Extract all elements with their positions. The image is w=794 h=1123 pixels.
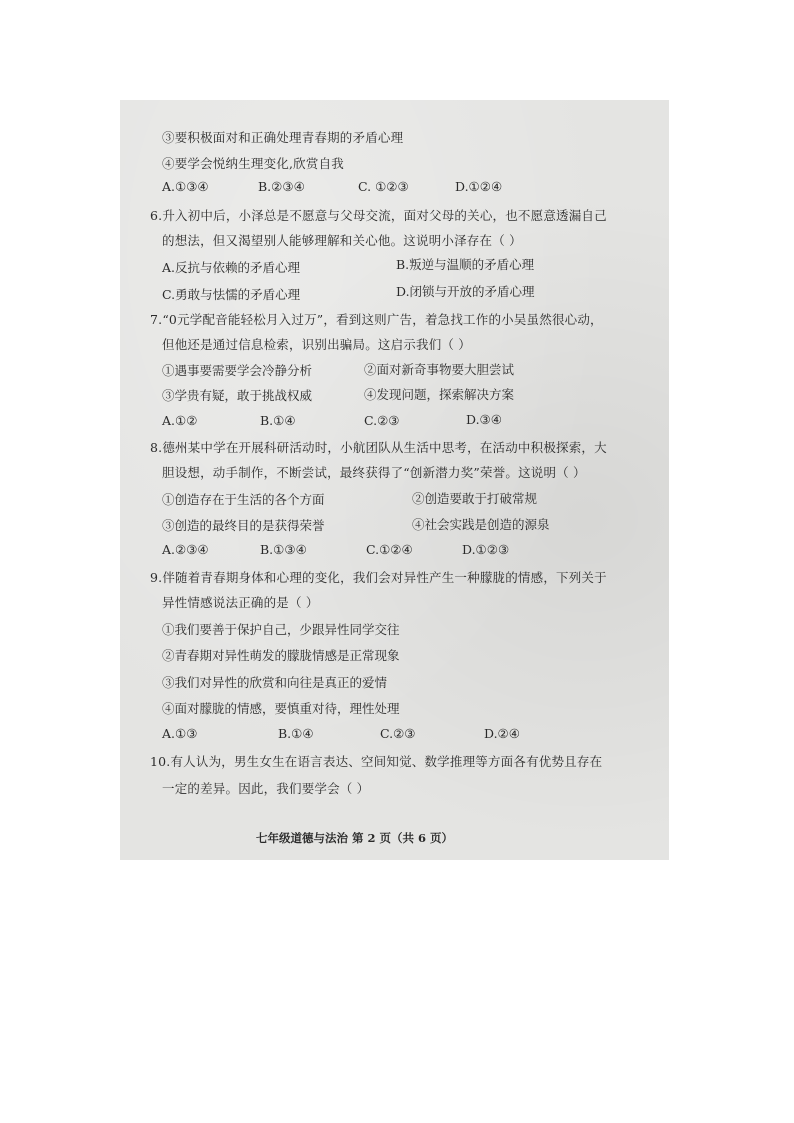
exam-page-photo bbox=[120, 100, 669, 860]
q8-statement-3: ③创造的最终目的是获得荣誉 bbox=[162, 518, 325, 533]
q8-option-a: A.②③④ bbox=[162, 542, 209, 557]
q9-option-b: B.①④ bbox=[278, 726, 314, 741]
q8-stem-line-2: 胆设想，动手制作，不断尝试，最终获得了“创新潜力奖”荣誉。这说明（ ） bbox=[162, 465, 586, 480]
q7-option-d: D.③④ bbox=[466, 412, 502, 427]
q10-stem-line-2: 一定的差异。因此，我们要学会（ ） bbox=[162, 781, 370, 796]
q7-statement-3: ③学贵有疑，敢于挑战权威 bbox=[162, 388, 313, 403]
q7-option-b: B.①④ bbox=[260, 413, 296, 428]
q6-stem-line-2: 的想法，但又渴望别人能够理解和关心他。这说明小泽存在（ ） bbox=[162, 233, 522, 248]
page-footer: 七年级道德与法治 第 2 页（共 6 页） bbox=[256, 831, 454, 845]
q8-statement-4: ④社会实践是创造的源泉 bbox=[412, 517, 550, 532]
q9-option-a: A.①③ bbox=[162, 726, 198, 741]
q9-statement-4: ④面对朦胧的情感，要慎重对待，理性处理 bbox=[162, 701, 400, 716]
q7-statement-1: ①遇事要需要学会冷静分析 bbox=[162, 363, 313, 378]
q7-option-a: A.①② bbox=[162, 413, 198, 428]
q7-statement-2: ②面对新奇事物要大胆尝试 bbox=[364, 362, 515, 377]
q6-option-b: B.叛逆与温顺的矛盾心理 bbox=[396, 257, 535, 272]
q5-option-a: A.①③④ bbox=[162, 179, 209, 194]
q7-stem-line-1: 7.“0元学配音能轻松月入过万”，看到这则广告，着急找工作的小吴虽然很心动， bbox=[150, 312, 603, 327]
q5-option-c: C. ①②③ bbox=[358, 179, 409, 194]
q9-statement-1: ①我们要善于保护自己，少跟异性同学交往 bbox=[162, 622, 400, 637]
q10-stem-line-1: 10.有人认为，男生女生在语言表达、空间知觉、数学推理等方面各有优势且存在 bbox=[150, 754, 603, 769]
q5-statement-3: ③要积极面对和正确处理青春期的矛盾心理 bbox=[162, 130, 404, 145]
q8-stem-line-1: 8.德州某中学在开展科研活动时，小航团队从生活中思考，在活动中积极探索，大 bbox=[150, 440, 607, 455]
q9-stem-line-2: 异性情感说法正确的是（ ） bbox=[162, 595, 319, 610]
q9-option-c: C.②③ bbox=[380, 726, 416, 741]
q5-option-b: B.②③④ bbox=[258, 179, 305, 194]
q6-stem-line-1: 6.升入初中后，小泽总是不愿意与父母交流，面对父母的关心，也不愿意透漏自己 bbox=[150, 208, 607, 223]
q6-option-a: A.反抗与依赖的矛盾心理 bbox=[162, 260, 301, 275]
q5-statement-4: ④要学会悦纳生理变化,欣赏自我 bbox=[162, 156, 344, 171]
q9-option-d: D.②④ bbox=[484, 726, 520, 741]
q7-statement-4: ④发现问题，探索解决方案 bbox=[364, 387, 515, 402]
q8-statement-2: ②创造要敢于打破常规 bbox=[412, 491, 538, 506]
q8-statement-1: ①创造存在于生活的各个方面 bbox=[162, 492, 325, 507]
q5-option-d: D.①②④ bbox=[455, 179, 503, 194]
q9-stem-line-1: 9.伴随着青春期身体和心理的变化，我们会对异性产生一种朦胧的情感，下列关于 bbox=[150, 570, 607, 585]
q9-statement-2: ②青春期对异性萌发的朦胧情感是正常现象 bbox=[162, 648, 400, 663]
q9-statement-3: ③我们对异性的欣赏和向往是真正的爱情 bbox=[162, 675, 388, 690]
q8-option-b: B.①③④ bbox=[260, 542, 307, 557]
q8-option-d: D.①②③ bbox=[462, 542, 510, 557]
q7-option-c: C.②③ bbox=[364, 413, 400, 428]
q6-option-c: C.勇敢与怯懦的矛盾心理 bbox=[162, 287, 301, 302]
q6-option-d: D.闭锁与开放的矛盾心理 bbox=[396, 284, 535, 299]
q8-option-c: C.①②④ bbox=[366, 542, 413, 557]
q7-stem-line-2: 但他还是通过信息检索，识别出骗局。这启示我们（ ） bbox=[162, 337, 471, 352]
